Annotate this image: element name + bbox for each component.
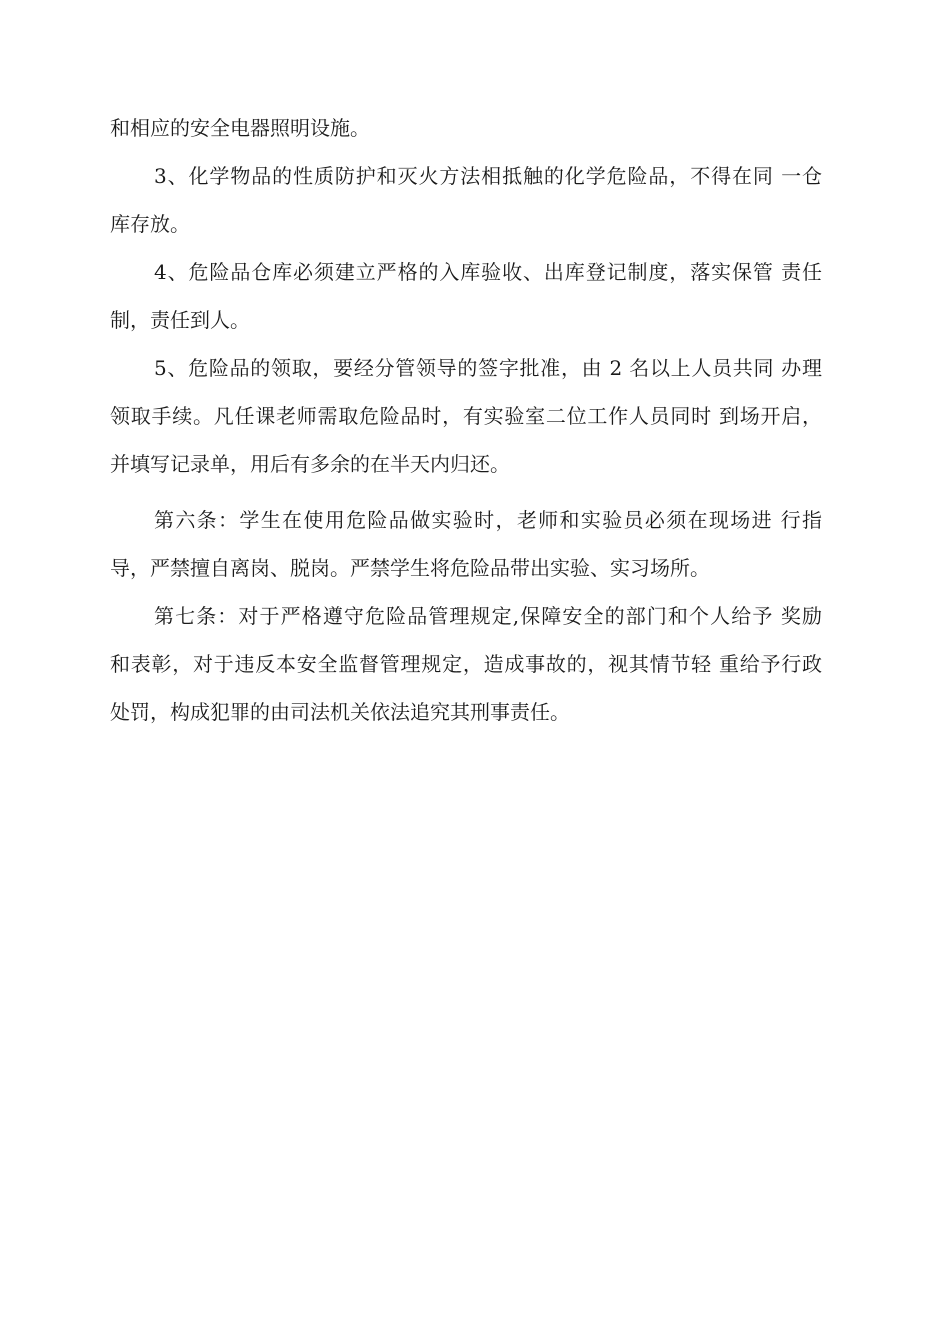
paragraph-line: 领取手续。凡任课老师需取危险品时，有实验室二位工作人员同时 到场开启， bbox=[110, 404, 822, 428]
paragraph-line: 3、化学物品的性质防护和灭火方法相抵触的化学危险品，不得在同 一仓 bbox=[154, 164, 822, 188]
paragraph-line: 和相应的安全电器照明设施。 bbox=[110, 116, 370, 140]
paragraph-line: 第七条：对于严格遵守危险品管理规定,保障安全的部门和个人给予 奖励 bbox=[154, 604, 822, 628]
paragraph-line: 处罚，构成犯罪的由司法机关依法追究其刑事责任。 bbox=[110, 700, 570, 724]
paragraph-line: 导，严禁擅自离岗、脱岗。严禁学生将危险品带出实验、实习场所。 bbox=[110, 556, 710, 580]
paragraph-line: 并填写记录单，用后有多余的在半天内归还。 bbox=[110, 452, 510, 476]
paragraph-line: 和表彰，对于违反本安全监督管理规定，造成事故的，视其情节轻 重给予行政 bbox=[110, 652, 822, 676]
paragraph-line: 第六条：学生在使用危险品做实验时，老师和实验员必须在现场进 行指 bbox=[154, 508, 822, 532]
paragraph-line: 制，责任到人。 bbox=[110, 308, 250, 332]
paragraph-line: 5、危险品的领取，要经分管领导的签字批准，由 2 名以上人员共同 办理 bbox=[154, 356, 822, 380]
paragraph-line: 4、危险品仓库必须建立严格的入库验收、出库登记制度，落实保管 责任 bbox=[154, 260, 822, 284]
paragraph-line: 库存放。 bbox=[110, 212, 190, 236]
